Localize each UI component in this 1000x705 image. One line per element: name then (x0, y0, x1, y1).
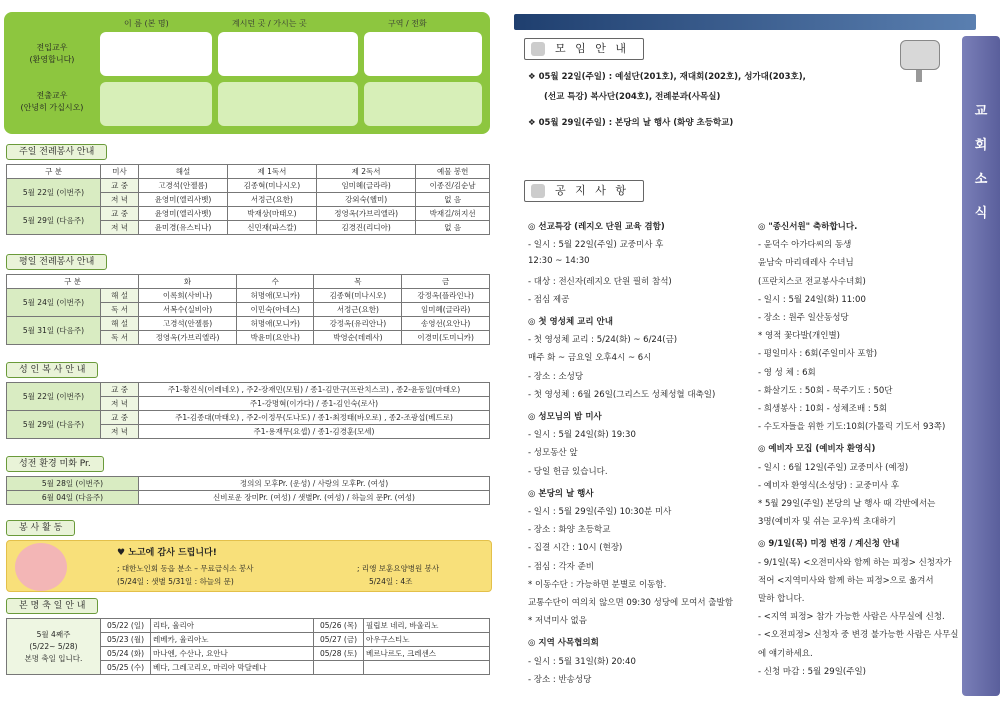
weekday-table (6, 274, 490, 345)
meeting-section-title: 모 임 안 내 (524, 38, 644, 60)
col-header: 구 분 (7, 275, 139, 289)
notice-line: - 9/1일(목) <오전미사와 함께 하는 피정> 신청자가 (758, 557, 952, 568)
notice-line: 적어 <지역미사와 함께 하는 피정>으로 옮겨서 (758, 575, 934, 586)
table-cell: 윤영미(엘리사벳) (139, 193, 228, 207)
rosary-section-title: 성전 환경 미화 Pr. (6, 456, 104, 472)
feast-date: 05/24 (화) (101, 647, 151, 661)
feast-date: 05/28 (토) (314, 647, 364, 661)
table-row (7, 491, 490, 505)
mass-cell: 교 중 (101, 383, 139, 397)
col-header: 화 (139, 275, 237, 289)
role-cell: 독 서 (101, 303, 139, 317)
notice-line: (프란치스코 전교봉사수녀회) (758, 276, 866, 287)
col-header: 수 (237, 275, 314, 289)
col-header: 목 (314, 275, 402, 289)
table-cell: 윤미경(유스티나) (139, 221, 228, 235)
sidebar-char: 회 (974, 138, 988, 153)
table-cell: 임미혜(글라라) (402, 303, 490, 317)
service-left-2: (5/24일 : 샛별 5/31일 : 하늘의 문) (117, 577, 234, 586)
col-header: 제 2독서 (316, 165, 415, 179)
feast-date: 05/26 (목) (314, 619, 364, 633)
role-cell: 해 설 (101, 289, 139, 303)
col-header: 예물 봉헌 (416, 165, 490, 179)
table-cell: 이종진/김순남 (416, 179, 490, 193)
col-header: 미사 (101, 165, 139, 179)
meeting-line: (선교 특강) 복사단(204호), 전례분과(사목실) (544, 92, 721, 102)
notice-line: 윤남숙 마리데레사 수녀님 (758, 258, 854, 269)
table-cell: 신민재(파스칼) (227, 221, 316, 235)
notice-line: - 화살기도 : 50회 - 묵주기도 : 50단 (758, 385, 893, 396)
notice-line: - 장소 : 원주 일산동성당 (758, 313, 849, 323)
table-row (7, 179, 490, 193)
weekday-section-title: 평일 전례봉사 안내 (6, 254, 107, 270)
table-row (7, 289, 490, 303)
table-row (7, 207, 490, 221)
feast-date (314, 661, 364, 675)
col-header: 구 분 (7, 165, 101, 179)
table-cell: 신비로운 장미Pr. (여성) / 샛별Pr. (여성) / 하늘의 문Pr. (여성) (139, 491, 490, 505)
table-cell: 서복수(실비아) (139, 303, 237, 317)
table-cell: 강정옥(유리안나) (314, 317, 402, 331)
reg-in-place-field[interactable] (218, 32, 358, 76)
registration-box (4, 12, 490, 134)
notice-heading: ◎ 예비자 모집 (예비자 환영식) (758, 444, 876, 455)
table-row (7, 317, 490, 331)
notice-line: - 장소 : 화양 초등학교 (528, 525, 611, 536)
feast-names: 마나엔, 수산나, 요안나 (151, 647, 314, 661)
sidebar-char: 식 (974, 206, 988, 221)
sidebar (962, 36, 1000, 696)
notice-line: - 평일미사 : 6회(주일미사 포함) (758, 349, 878, 360)
notice-line: - <지역 피정> 참가 가능한 사람은 사무실에 신청. (758, 612, 945, 623)
table-cell: 윤영미(엘리사벳) (139, 207, 228, 221)
notice-line: 교통수단이 여의치 않으면 09:30 성당에 모여서 출발함 (528, 598, 733, 608)
mass-cell: 저 녁 (101, 425, 139, 439)
col-header: 금 (402, 275, 490, 289)
notice-line: - 대상 : 전신자(레지오 단원 필히 참석) (528, 276, 672, 287)
date-cell: 5월 31일 (다음주) (7, 317, 101, 345)
sidebar-char: 교 (974, 104, 988, 119)
mass-cell: 교 중 (101, 411, 139, 425)
feast-date: 05/27 (금) (314, 633, 364, 647)
notice-line: - 일시 : 5월 24일(화) 11:00 (758, 294, 866, 305)
notice-line: * 저녁미사 없음 (528, 616, 587, 627)
feast-table (6, 618, 490, 675)
table-cell: 박윤미(요안나) (237, 331, 314, 345)
mass-cell: 저 녁 (101, 221, 139, 235)
left-panel (4, 12, 490, 702)
mass-cell: 저 녁 (101, 397, 139, 411)
notice-line: - 일시 : 5월 29일(주일) 10:30분 미사 (528, 507, 672, 517)
reg-in-contact-field[interactable] (364, 32, 482, 76)
table-cell: 없 음 (416, 221, 490, 235)
table-cell: 임미혜(글라라) (316, 179, 415, 193)
table-cell: 정의의 모후Pr. (운성) / 사랑의 모후Pr. (여성) (139, 477, 490, 491)
date-cell: 5월 29일 (다음주) (7, 411, 101, 439)
mass-cell: 저 녁 (101, 193, 139, 207)
table-cell: 주1-김종대(마태오) , 주2-이정무(도나도) / 종1-최정태(바오로) , 종2-조광섭(베드로) (139, 411, 490, 425)
table-cell: 서정근(요한) (227, 193, 316, 207)
mailbox-illustration (890, 32, 950, 82)
table-cell: 주1-황진식(이레네오) , 주2-장재민(모팀) / 종1-김만구(프란치스코) , 종2-윤동일(마태오) (139, 383, 490, 397)
table-cell: 김종혁(미나시오) (227, 179, 316, 193)
table-cell: 주1-용재무(요셉) / 종1-김경훈(모세) (139, 425, 490, 439)
notice-line: 말하 합니다. (758, 594, 805, 604)
reg-header-name: 이 름 (본 명) (124, 19, 169, 28)
right-panel (510, 12, 1000, 702)
service-left-1: ; 대한노인회 동읍 분소 – 무료급식소 봉사 (117, 564, 254, 573)
table-cell: 고경석(안젤름) (139, 317, 237, 331)
heart-illustration (15, 543, 67, 591)
reg-label-in: 전입교우 (환영합니다) (29, 43, 75, 64)
table-cell: 김경진(리디아) (316, 221, 415, 235)
table-cell: 주1-강명혁(이가다) / 종1-김인숙(로사) (139, 397, 490, 411)
feast-names: 필립보 네리, 바울리노 (364, 619, 490, 633)
reg-in-name-field[interactable] (100, 32, 212, 76)
table-cell: 이경미(도미니카) (402, 331, 490, 345)
service-section-title: 봉 사 활 동 (6, 520, 75, 536)
table-row (7, 411, 490, 425)
adult-section-title: 성 인 복 사 안 내 (6, 362, 98, 378)
notice-line: - 윤덕수 아가다씨의 동생 (758, 240, 852, 251)
sidebar-char: 소 (974, 172, 988, 187)
notice-heading: ◎ 선교특강 (레지오 단원 교육 겸함) (528, 222, 665, 232)
table-cell: 강외숙(헬미) (316, 193, 415, 207)
reg-out-name-field[interactable] (100, 82, 212, 126)
notice-line: - 일시 : 6월 12일(주일) 교중미사 (예정) (758, 462, 909, 473)
col-header: 해설 (139, 165, 228, 179)
notice-line: - 점심 : 각자 준비 (528, 561, 595, 572)
feast-names (364, 661, 490, 675)
col-header: 제 1독서 (227, 165, 316, 179)
notice-line: * 이동수단 : 가능하면 분별로 이동함. (528, 579, 667, 590)
reg-label-out: 전출교우 (안녕히 가십시오) (20, 91, 84, 112)
table-cell: 박영순(데레사) (314, 331, 402, 345)
notice-line: - 첫 영성체 교리 : 5/24(화) ~ 6/24(금) (528, 335, 678, 346)
sunday-section-title: 주일 전례봉사 안내 (6, 144, 107, 160)
notice-heading: ◎ 지역 사목협의회 (528, 638, 599, 649)
notice-line: - 장소 : 반송성당 (528, 674, 592, 685)
table-row (7, 383, 490, 397)
notice-line: * 5월 29일(주일) 본당의 날 행사 때 각반에서는 (758, 499, 936, 509)
adult-table (6, 382, 490, 439)
service-box (6, 540, 492, 592)
notice-line: 에 얘기하세요. (758, 648, 813, 659)
notice-line: - 첫 영성체 : 6월 26일(그리스도 성체성혈 대축일) (528, 389, 716, 400)
date-cell: 5월 29일 (다음주) (7, 207, 101, 235)
feast-names: 레베카, 율리아노 (151, 633, 314, 647)
notice-line: - 예비자 환영식(소성당) : 교중미사 후 (758, 480, 900, 491)
notice-heading: ◎ 성모님의 밤 미사 (528, 412, 602, 422)
feast-section-title: 본 명 축 일 안 내 (6, 598, 98, 614)
table-cell: 이민숙(아네스) (237, 303, 314, 317)
title-bar (514, 14, 976, 30)
feast-names: 베르나르도, 크레센스 (364, 647, 490, 661)
date-cell: 5월 28일 (이번주) (7, 477, 139, 491)
bulletin-icon (531, 42, 545, 56)
table-cell: 고경석(안젤름) (139, 179, 228, 193)
notice-heading: ◎ 본당의 날 행사 (528, 488, 594, 499)
table-cell: 박재길/허지선 (416, 207, 490, 221)
notice-line: * 영적 꽃다발(개인별) (758, 331, 840, 342)
role-cell: 해 설 (101, 317, 139, 331)
table-cell: 허명애(모니카) (237, 289, 314, 303)
meeting-line: ❖ 05월 29일(주일) : 본당의 날 행사 (화양 초등학교) (528, 118, 734, 128)
feast-date: 05/22 (일) (101, 619, 151, 633)
table-cell: 정영옥(가브리엘라) (316, 207, 415, 221)
notice-line: 3명(예비자 및 쉬는 교우)씩 초대하기 (758, 517, 896, 528)
table-cell: 박재상(마태오) (227, 207, 316, 221)
notice-heading: ◎ 첫 영성체 교리 안내 (528, 317, 613, 327)
table-cell: 김종혁(미나시오) (314, 289, 402, 303)
reg-header-contact: 구역 / 전화 (388, 19, 427, 28)
feast-names: 리타, 율리아 (151, 619, 314, 633)
table-cell: 송영선(요안나) (402, 317, 490, 331)
notice-heading: ◎ 9/1일(목) 미정 변경 / 계신청 안내 (758, 539, 900, 550)
notice-line: - 점심 제공 (528, 294, 570, 305)
notice-line: - 장소 : 소성당 (528, 371, 584, 382)
notice-line: - 당일 헌금 있습니다. (528, 466, 608, 477)
date-cell: 6월 04일 (다음주) (7, 491, 139, 505)
reg-header-place: 계시던 곳 / 가시는 곳 (232, 19, 307, 28)
notice-line: - 희생봉사 : 10회 - 성체조배 : 5회 (758, 404, 888, 414)
mass-cell: 교 중 (101, 179, 139, 193)
reg-out-contact-field[interactable] (364, 82, 482, 126)
table-cell: 강정옥(플라인나) (402, 289, 490, 303)
mass-cell: 교 중 (101, 207, 139, 221)
notice-section-title: 공 지 사 항 (524, 180, 644, 202)
table-cell: 이록희(사비나) (139, 289, 237, 303)
sunday-table (6, 164, 490, 235)
table-row (7, 477, 490, 491)
service-right-2: 5/24일 : 4조 (369, 577, 413, 586)
notice-line: 매주 화 ~ 금요일 오후4시 ~ 6시 (528, 353, 652, 364)
reg-out-place-field[interactable] (218, 82, 358, 126)
date-cell: 5월 22일 (이번주) (7, 383, 101, 411)
table-cell: 없 음 (416, 193, 490, 207)
feast-date: 05/25 (수) (101, 661, 151, 675)
feast-names: 베다, 그레고리오, 마리아 막달레나 (151, 661, 314, 675)
table-cell: 정영옥(가브리엘라) (139, 331, 237, 345)
feast-week-cell: 5월 4째주 (5/22~ 5/28) 본명 축일 입니다. (7, 619, 101, 675)
notice-line: - <오전피정> 신청자 중 변경 불가능한 사람은 사무실 (758, 630, 959, 641)
notice-line: - 신청 마감 : 5월 29일(주일) (758, 666, 866, 677)
table-cell: 서정근(요한) (314, 303, 402, 317)
notice-line: - 성모동산 앞 (528, 448, 578, 459)
bulletin-icon (531, 184, 545, 198)
service-heading: ♥ 노고에 감사 드립니다! (117, 548, 217, 558)
notice-line: - 집결 시간 : 10시 (현장) (528, 543, 623, 554)
notice-line: 12:30 ~ 14:30 (528, 256, 590, 267)
notice-line: - 수도자들을 위한 기도:10회(가톨릭 기도서 93쪽) (758, 422, 946, 433)
feast-date: 05/23 (월) (101, 633, 151, 647)
notice-line: - 일시 : 5월 31일(화) 20:40 (528, 656, 636, 667)
notice-line: - 일시 : 5월 22일(주일) 교중미사 후 (528, 240, 664, 251)
role-cell: 독 서 (101, 331, 139, 345)
table-row (7, 619, 490, 633)
feast-names: 아우구스티노 (364, 633, 490, 647)
notice-line: - 일시 : 5월 24일(화) 19:30 (528, 430, 636, 441)
meeting-line: ❖ 05월 22일(주일) : 예설단(201호), 재대회(202호), 성가대(203호), (528, 72, 806, 82)
date-cell: 5월 24일 (이번주) (7, 289, 101, 317)
service-right-1: ; 리앵 보훈요양병원 봉사 (357, 564, 440, 573)
notice-line: - 영 성 체 : 6회 (758, 367, 816, 378)
date-cell: 5월 22일 (이번주) (7, 179, 101, 207)
notice-heading: ◎ "종신서원" 축하합니다. (758, 222, 858, 232)
table-cell: 허명애(모니카) (237, 317, 314, 331)
rosary-table (6, 476, 490, 505)
